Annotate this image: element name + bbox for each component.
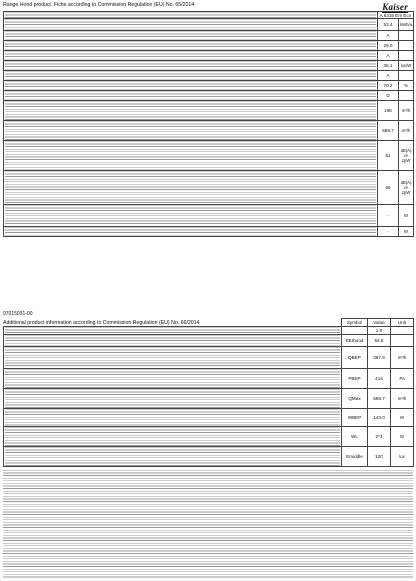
fiche-row-unit [399, 51, 414, 61]
additional-row [4, 327, 414, 335]
additional-row-value: 588.7 [368, 389, 391, 409]
fiche-row-text [4, 31, 378, 41]
fiche-row-text [4, 61, 378, 71]
fiche-row-unit: lux/W [399, 61, 414, 71]
fiche-row-unit: kWh/a [399, 19, 414, 31]
fiche-row [4, 71, 414, 81]
additional-row-value: 143.0 [368, 409, 391, 427]
fiche-row [4, 31, 414, 41]
unit-header: Unit [391, 319, 414, 327]
additional-row [4, 369, 414, 389]
fiche-row-value: 69 [378, 171, 399, 205]
fiche-row-text [4, 71, 378, 81]
fiche-row-value: 588.7 [378, 121, 399, 141]
fiche-row [4, 51, 414, 61]
fiche-row-value: 70.2 [378, 81, 399, 91]
value-header: Value [368, 319, 391, 327]
additional-row-text [4, 369, 342, 389]
fiche-row-text [4, 227, 378, 237]
fiche-row-value: A 6315 Em Eco [378, 12, 414, 19]
additional-row-value: 1.0 [368, 327, 391, 335]
fiche-row-value: A [378, 31, 399, 41]
fiche-row-unit: dB(A) re 1pW [399, 171, 414, 205]
additional-row [4, 427, 414, 447]
fiche-row-text [4, 205, 378, 227]
fiche-row-unit [399, 91, 414, 101]
fiche-row-text [4, 141, 378, 171]
fiche-row [4, 81, 414, 91]
fiche-row [4, 12, 414, 19]
fiche-row-text [4, 101, 378, 121]
fiche-row [4, 91, 414, 101]
fiche-row-value: 29.0 [378, 41, 399, 51]
additional-row-symbol: QMax [342, 389, 368, 409]
fiche-table [3, 11, 414, 237]
additional-row-text [4, 389, 342, 409]
fiche-row-text [4, 81, 378, 91]
fiche-row-value: - [378, 205, 399, 227]
additional-row-text [4, 447, 342, 467]
additional-row-symbol: Emiddle [342, 447, 368, 467]
fiche-row-value: 196 [378, 101, 399, 121]
additional-row-unit: W [391, 427, 414, 447]
fiche-row-value: D [378, 91, 399, 101]
fiche-row-unit [399, 41, 414, 51]
additional-row-text [4, 335, 342, 347]
additional-row-symbol: EEIhood [342, 335, 368, 347]
additional-row-unit: m³/h [391, 347, 414, 369]
additional-row [4, 389, 414, 409]
additional-row-symbol: PBEP [342, 369, 368, 389]
additional-row-symbol [342, 327, 368, 335]
fiche-row-value: - [378, 227, 399, 237]
fiche-row-value: 36.1 [378, 61, 399, 71]
fiche-row-text [4, 12, 378, 19]
fiche-row-unit: dB(A) re 1pW [399, 141, 414, 171]
fiche-row [4, 61, 414, 71]
fiche-row [4, 171, 414, 205]
fiche-row [4, 101, 414, 121]
additional-row-value: 2*3 [368, 427, 391, 447]
additional-row-unit [391, 335, 414, 347]
additional-row-text [4, 347, 342, 369]
fiche-row-text [4, 19, 378, 31]
fiche-row-value: A [378, 51, 399, 61]
fiche-row-text [4, 41, 378, 51]
additional-table [3, 318, 414, 467]
additional-row [4, 447, 414, 467]
additional-row-symbol: WL [342, 427, 368, 447]
additional-row-text [4, 427, 342, 447]
additional-row-unit: Pa [391, 369, 414, 389]
additional-row-value: 54.8 [368, 335, 391, 347]
footnote-text [3, 470, 413, 578]
additional-row-unit: W [391, 409, 414, 427]
fiche-row-unit [399, 31, 414, 41]
additional-row-unit [391, 327, 414, 335]
additional-row-symbol: QBEP [342, 347, 368, 369]
fiche-title: Range Hood product. Fiche according to Commission Regulation (EU) No. 65/2014 [3, 2, 195, 8]
additional-row [4, 409, 414, 427]
brand-logo: Kaiser [382, 2, 408, 12]
additional-row-value: 414 [368, 369, 391, 389]
fiche-row-text [4, 121, 378, 141]
fiche-row-unit: m³/h [399, 121, 414, 141]
fiche-row [4, 41, 414, 51]
additional-row-value: 120 [368, 447, 391, 467]
additional-row [4, 347, 414, 369]
additional-row-unit: lux [391, 447, 414, 467]
additional-row-value: 367.8 [368, 347, 391, 369]
fiche-row [4, 141, 414, 171]
fiche-row-unit: m³/h [399, 101, 414, 121]
fiche-row-unit: W [399, 205, 414, 227]
additional-title: Additional product information according to Commission Regulation (EU) No. 66/2014 [3, 320, 200, 326]
fiche-row-unit: % [399, 81, 414, 91]
fiche-row [4, 227, 414, 237]
fiche-row-value: A [378, 71, 399, 81]
fiche-row-text [4, 91, 378, 101]
additional-row-unit: m³/h [391, 389, 414, 409]
fiche-row-text [4, 51, 378, 61]
additional-row-text [4, 409, 342, 427]
fiche-row [4, 121, 414, 141]
fiche-row-value: 52.4 [378, 19, 399, 31]
symbol-header: Symbol [342, 319, 368, 327]
fiche-row-unit [399, 71, 414, 81]
fiche-row-value: 51 [378, 141, 399, 171]
fiche-row-unit: W [399, 227, 414, 237]
additional-row [4, 335, 414, 347]
product-code: 07015031-00 [3, 311, 33, 317]
fiche-row [4, 205, 414, 227]
additional-row-text [4, 327, 342, 335]
additional-row-symbol: WBEP [342, 409, 368, 427]
fiche-row-text [4, 171, 378, 205]
fiche-row [4, 19, 414, 31]
